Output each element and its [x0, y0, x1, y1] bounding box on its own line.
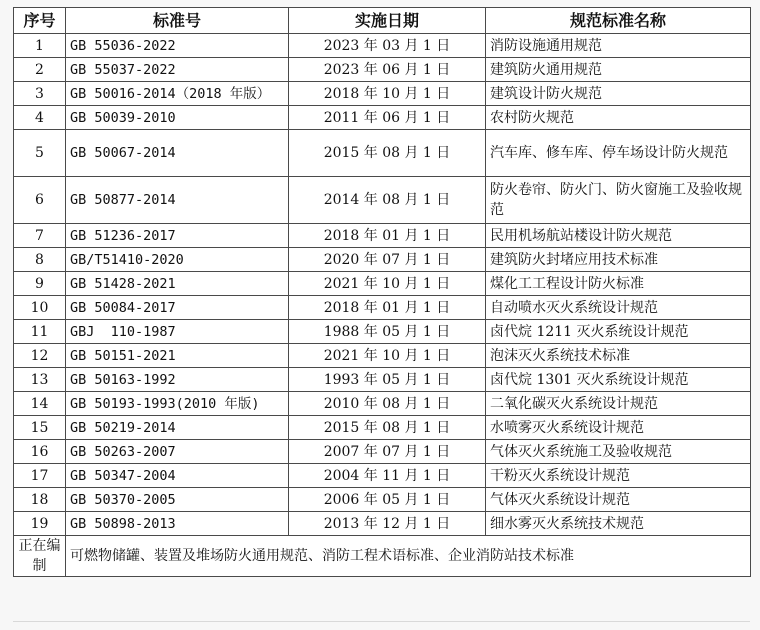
table-row — [14, 416, 751, 440]
cell-date: 2006 年 05 月 1 日 — [289, 488, 486, 512]
cell-no: 1 — [14, 34, 66, 58]
header-no: 序号 — [14, 8, 66, 34]
cell-name: 卤代烷 1211 灭火系统设计规范 — [486, 320, 751, 344]
cell-name: 泡沫灭火系统技术标准 — [486, 344, 751, 368]
cell-name: 水喷雾灭火系统设计规范 — [486, 416, 751, 440]
cell-date: 2013 年 12 月 1 日 — [289, 512, 486, 536]
table-row — [14, 58, 751, 82]
table-row — [14, 177, 751, 224]
footer-label: 正在编制 — [14, 536, 66, 577]
fire-standards-table — [13, 7, 751, 577]
cell-name: 消防设施通用规范 — [486, 34, 751, 58]
table-row — [14, 488, 751, 512]
cell-code: GB/T51410-2020 — [66, 248, 289, 272]
cell-no: 6 — [14, 177, 66, 224]
table-row — [14, 224, 751, 248]
cell-date: 2023 年 03 月 1 日 — [289, 34, 486, 58]
cell-code: GB 55037-2022 — [66, 58, 289, 82]
cell-name: 建筑防火通用规范 — [486, 58, 751, 82]
footer-row — [14, 536, 751, 577]
cell-code: GB 50163-1992 — [66, 368, 289, 392]
cell-code: GB 50263-2007 — [66, 440, 289, 464]
cell-code: GB 50219-2014 — [66, 416, 289, 440]
cell-no: 9 — [14, 272, 66, 296]
cell-date: 2023 年 06 月 1 日 — [289, 58, 486, 82]
cell-no: 11 — [14, 320, 66, 344]
cell-name: 农村防火规范 — [486, 106, 751, 130]
table-row — [14, 440, 751, 464]
cell-no: 16 — [14, 440, 66, 464]
cell-code: GB 51428-2021 — [66, 272, 289, 296]
cell-date: 2018 年 10 月 1 日 — [289, 82, 486, 106]
cell-name: 防火卷帘、防火门、防火窗施工及验收规范 — [486, 177, 751, 224]
table-row — [14, 248, 751, 272]
footer-text: 可燃物储罐、装置及堆场防火通用规范、消防工程术语标准、企业消防站技术标准 — [66, 536, 751, 577]
cell-no: 4 — [14, 106, 66, 130]
cell-name: 建筑设计防火规范 — [486, 82, 751, 106]
cell-no: 2 — [14, 58, 66, 82]
cell-code: GB 50151-2021 — [66, 344, 289, 368]
cell-date: 2020 年 07 月 1 日 — [289, 248, 486, 272]
table-row — [14, 106, 751, 130]
cell-no: 12 — [14, 344, 66, 368]
cell-no: 15 — [14, 416, 66, 440]
cell-no: 17 — [14, 464, 66, 488]
cell-code: GB 50877-2014 — [66, 177, 289, 224]
cell-no: 5 — [14, 130, 66, 177]
cell-no: 10 — [14, 296, 66, 320]
cell-no: 8 — [14, 248, 66, 272]
cell-no: 3 — [14, 82, 66, 106]
cell-date: 2014 年 08 月 1 日 — [289, 177, 486, 224]
cell-date: 2021 年 10 月 1 日 — [289, 344, 486, 368]
cell-name: 气体灭火系统设计规范 — [486, 488, 751, 512]
cell-name: 建筑防火封堵应用技术标准 — [486, 248, 751, 272]
cell-name: 民用机场航站楼设计防火规范 — [486, 224, 751, 248]
cell-no: 7 — [14, 224, 66, 248]
cell-date: 1988 年 05 月 1 日 — [289, 320, 486, 344]
table-header-row — [14, 8, 751, 34]
table-row — [14, 464, 751, 488]
cell-code: GB 50370-2005 — [66, 488, 289, 512]
cell-date: 2015 年 08 月 1 日 — [289, 130, 486, 177]
cell-no: 14 — [14, 392, 66, 416]
cell-code: GB 50084-2017 — [66, 296, 289, 320]
header-code: 标准号 — [66, 8, 289, 34]
cell-name: 二氧化碳灭火系统设计规范 — [486, 392, 751, 416]
table-row — [14, 34, 751, 58]
cell-name: 汽车库、修车库、停车场设计防火规范 — [486, 130, 751, 177]
cell-name: 细水雾灭火系统技术规范 — [486, 512, 751, 536]
cell-date: 2021 年 10 月 1 日 — [289, 272, 486, 296]
table-row — [14, 272, 751, 296]
cell-date: 1993 年 05 月 1 日 — [289, 368, 486, 392]
cell-no: 18 — [14, 488, 66, 512]
cell-date: 2015 年 08 月 1 日 — [289, 416, 486, 440]
page-divider — [13, 621, 750, 622]
table-row — [14, 82, 751, 106]
cell-name: 自动喷水灭火系统设计规范 — [486, 296, 751, 320]
cell-code: GBJ 110-1987 — [66, 320, 289, 344]
cell-code: GB 50347-2004 — [66, 464, 289, 488]
cell-code: GB 55036-2022 — [66, 34, 289, 58]
cell-date: 2004 年 11 月 1 日 — [289, 464, 486, 488]
table-row — [14, 512, 751, 536]
cell-code: GB 50898-2013 — [66, 512, 289, 536]
cell-code: GB 50039-2010 — [66, 106, 289, 130]
table-row — [14, 344, 751, 368]
cell-code: GB 50193-1993(2010 年版) — [66, 392, 289, 416]
cell-date: 2011 年 06 月 1 日 — [289, 106, 486, 130]
table-row — [14, 296, 751, 320]
cell-no: 13 — [14, 368, 66, 392]
cell-date: 2018 年 01 月 1 日 — [289, 296, 486, 320]
header-name: 规范标准名称 — [486, 8, 751, 34]
cell-name: 煤化工工程设计防火标准 — [486, 272, 751, 296]
table-row — [14, 392, 751, 416]
cell-code: GB 51236-2017 — [66, 224, 289, 248]
header-date: 实施日期 — [289, 8, 486, 34]
table-row — [14, 368, 751, 392]
cell-code: GB 50016-2014（2018 年版） — [66, 82, 289, 106]
cell-name: 卤代烷 1301 灭火系统设计规范 — [486, 368, 751, 392]
cell-date: 2010 年 08 月 1 日 — [289, 392, 486, 416]
cell-date: 2018 年 01 月 1 日 — [289, 224, 486, 248]
table-row — [14, 320, 751, 344]
cell-code: GB 50067-2014 — [66, 130, 289, 177]
table-row — [14, 130, 751, 177]
cell-name: 干粉灭火系统设计规范 — [486, 464, 751, 488]
cell-date: 2007 年 07 月 1 日 — [289, 440, 486, 464]
cell-name: 气体灭火系统施工及验收规范 — [486, 440, 751, 464]
cell-no: 19 — [14, 512, 66, 536]
